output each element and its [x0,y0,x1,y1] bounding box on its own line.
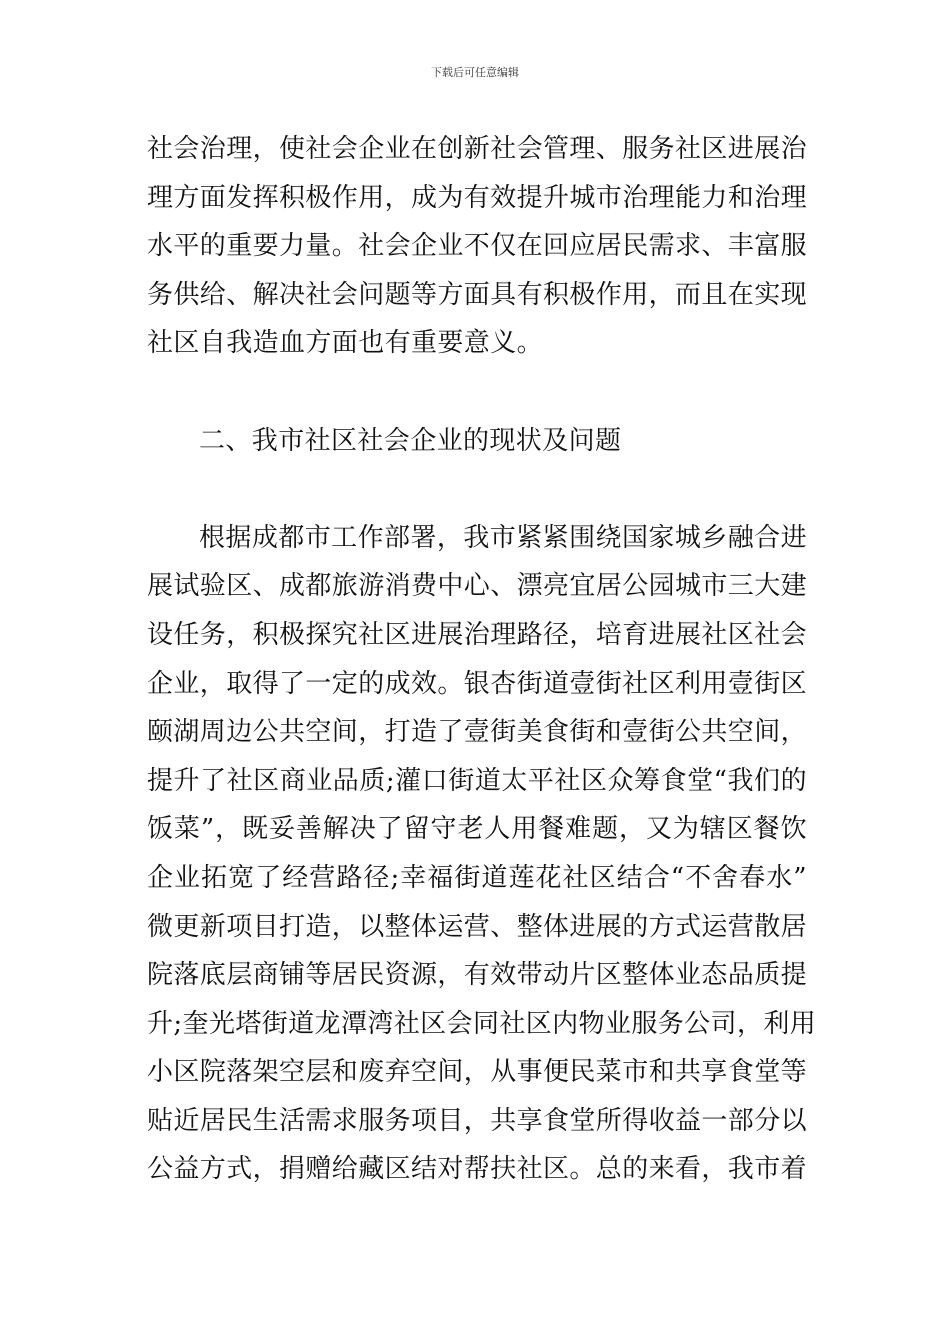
page-header: 下载后可任意编辑 [431,66,519,79]
paragraph-line: 升;奎光塔街道龙潭湾社区会同社区内物业服务公司，利用 [147,1008,817,1039]
paragraph-line: 理方面发挥积极作用，成为有效提升城市治理能力和治理 [147,182,808,213]
paragraph-line: 贴近居民生活需求服务项目，共享食堂所得收益一部分以 [147,1105,808,1136]
paragraph-line: 务供给、解决社会问题等方面具有积极作用，而且在实现 [147,279,808,310]
paragraph-line: 企业，取得了一定的成效。银杏街道壹街社区利用壹街区 [147,668,808,699]
paragraph-line: 提升了社区商业品质;灌口街道太平社区众筹食堂“我们的 [147,765,807,796]
paragraph-2 [147,514,817,1194]
paragraph-1 [147,125,807,368]
paragraph-line: 展试验区、成都旅游消费中心、漂亮宜居公园城市三大建 [147,571,808,602]
paragraph-line: 小区院落架空层和废弃空间，从事便民菜市和共享食堂等 [147,1057,808,1088]
paragraph-line: 社会治理，使社会企业在创新社会管理、服务社区进展治 [147,134,808,164]
document-body [147,125,817,1194]
paragraph-line: 公益方式，捐赠给藏区结对帮扶社区。总的来看，我市着 [147,1154,808,1185]
paragraph-line: 院落底层商铺等居民资源，有效带动片区整体业态品质提 [147,960,808,991]
section-heading: 二、我市社区社会企业的现状及问题 [199,425,622,456]
paragraph-spacer [147,465,807,514]
paragraph-line: 社区自我造血方面也有重要意义。 [147,328,544,359]
paragraph-line: 水平的重要力量。社会企业不仅在回应居民需求、丰富服 [147,231,808,262]
paragraph-line: 企业拓宽了经营路径;幸福街道莲花社区结合“不舍春水” [147,862,807,893]
paragraph-spacer [147,368,807,417]
paragraph-line: 微更新项目打造，以整体运营、整体进展的方式运营散居 [147,911,808,942]
paragraph-line: 设任务，积极探究社区进展治理路径，培育进展社区社会 [147,619,808,650]
paragraph-line: 颐湖周边公共空间，打造了壹街美食街和壹街公共空间， [147,717,808,748]
paragraph-line: 根据成都市工作部署，我市紧紧围绕国家城乡融合进 [199,522,807,553]
paragraph-line: 饭菜”，既妥善解决了留守老人用餐难题，又为辖区餐饮 [147,814,807,845]
